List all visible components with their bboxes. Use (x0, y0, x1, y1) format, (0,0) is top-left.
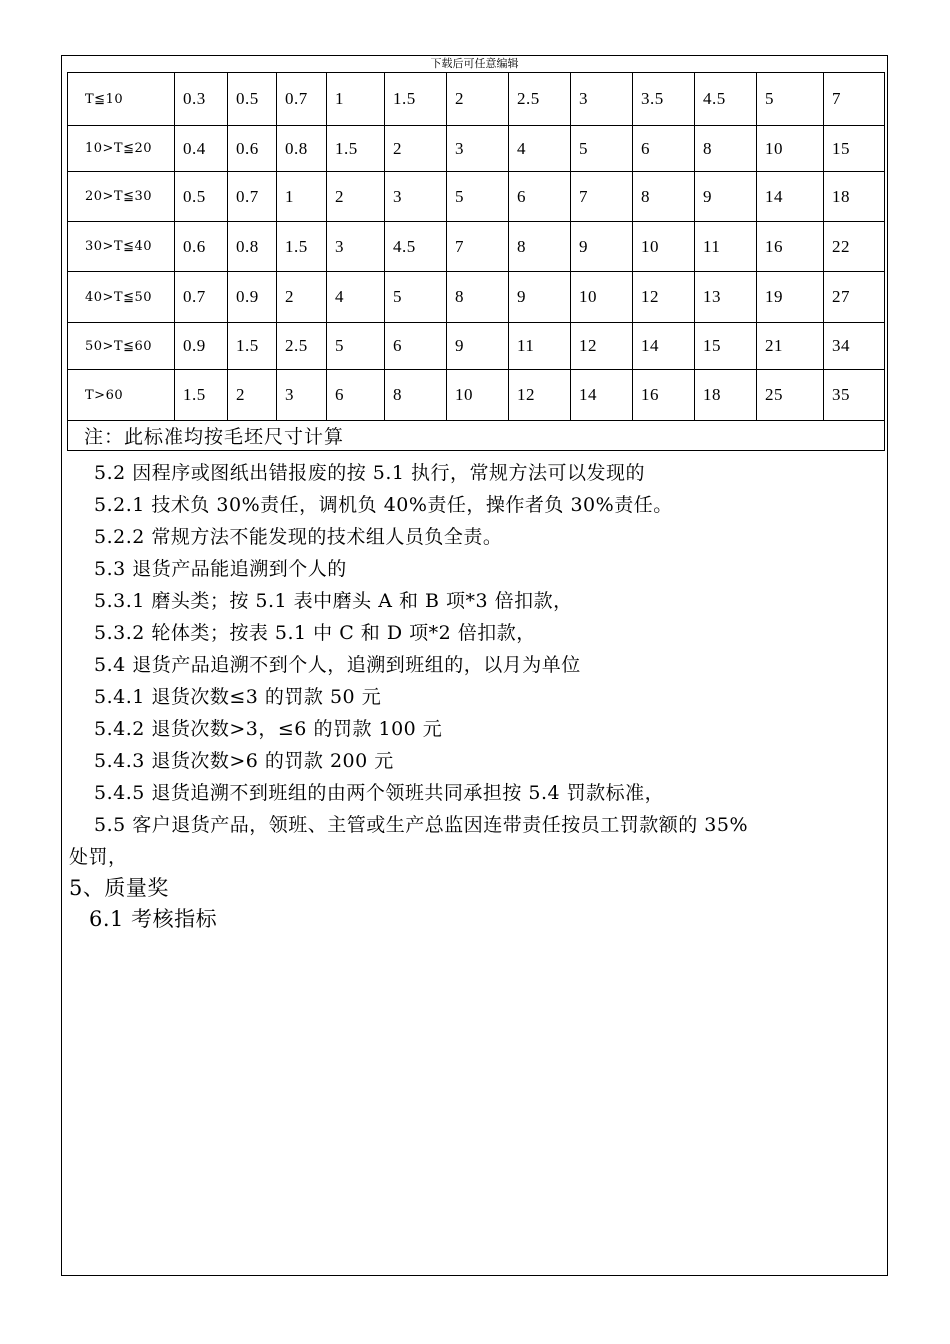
table-cell: 5 (571, 126, 633, 172)
table-cell: 0.5 (175, 172, 228, 222)
row-label: 50>T≦60 (68, 323, 175, 370)
table-cell: 15 (695, 323, 757, 370)
penalty-table (67, 72, 885, 451)
table-cell: 18 (695, 370, 757, 421)
table-row (68, 73, 885, 126)
table-cell: 5 (327, 323, 385, 370)
line-5-5-cont: 处罚， (69, 846, 128, 868)
table-row (68, 272, 885, 323)
table-cell: 0.6 (175, 222, 228, 272)
table-cell: 10 (447, 370, 509, 421)
table-cell: 3 (327, 222, 385, 272)
table-cell: 5 (757, 73, 824, 126)
table-cell: 3 (447, 126, 509, 172)
table-cell: 4 (327, 272, 385, 323)
table-cell: 8 (447, 272, 509, 323)
table-cell: 0.3 (175, 73, 228, 126)
table-cell: 1 (277, 172, 327, 222)
table-cell: 15 (824, 126, 885, 172)
table-row (68, 172, 885, 222)
table-cell: 11 (509, 323, 571, 370)
table-cell: 1.5 (277, 222, 327, 272)
table-cell: 0.7 (277, 73, 327, 126)
watermark-header: 下载后可任意编辑 (430, 57, 519, 70)
line-5-3: 5.3 退货产品能追溯到个人的 (94, 558, 347, 580)
table-cell: 2.5 (277, 323, 327, 370)
table-cell: 0.8 (228, 222, 277, 272)
table-cell: 16 (757, 222, 824, 272)
table-cell: 2 (447, 73, 509, 126)
table-cell: 10 (757, 126, 824, 172)
table-cell: 0.8 (277, 126, 327, 172)
table-cell: 9 (447, 323, 509, 370)
table-cell: 14 (633, 323, 695, 370)
table-cell: 2 (228, 370, 277, 421)
table-cell: 5 (385, 272, 447, 323)
table-cell: 0.7 (228, 172, 277, 222)
table-cell: 3.5 (633, 73, 695, 126)
line-5-4-3: 5.4.3 退货次数>6 的罚款 200 元 (94, 750, 394, 772)
row-label: 20>T≦30 (68, 172, 175, 222)
table-cell: 3 (571, 73, 633, 126)
row-label: 40>T≦50 (68, 272, 175, 323)
table-cell: 34 (824, 323, 885, 370)
table-cell: 1.5 (175, 370, 228, 421)
table-cell: 35 (824, 370, 885, 421)
table-cell: 10 (633, 222, 695, 272)
table-cell: 18 (824, 172, 885, 222)
table-cell: 0.6 (228, 126, 277, 172)
line-5-4: 5.4 退货产品追溯不到个人，追溯到班组的，以月为单位 (94, 654, 581, 676)
table-cell: 11 (695, 222, 757, 272)
table-cell: 9 (571, 222, 633, 272)
subsection-heading: 6.1 考核指标 (89, 907, 218, 931)
table-cell: 4 (509, 126, 571, 172)
line-5-3-1: 5.3.1 磨头类；按 5.1 表中磨头 A 和 B 项*3 倍扣款， (94, 590, 573, 612)
table-row (68, 421, 885, 451)
table-cell: 4.5 (695, 73, 757, 126)
table-cell: 12 (509, 370, 571, 421)
table-cell: 8 (385, 370, 447, 421)
line-5-4-2: 5.4.2 退货次数>3，≤6 的罚款 100 元 (94, 718, 443, 740)
table-cell: 1.5 (327, 126, 385, 172)
table-cell: 8 (633, 172, 695, 222)
line-5-5: 5.5 客户退货产品，领班、主管或生产总监因连带责任按员工罚款额的 35% (94, 814, 749, 836)
line-5-4-5: 5.4.5 退货追溯不到班组的由两个领班共同承担按 5.4 罚款标准， (94, 782, 665, 804)
row-label: T>60 (68, 370, 175, 421)
table-row (68, 126, 885, 172)
table-cell: 10 (571, 272, 633, 323)
table-cell: 22 (824, 222, 885, 272)
table-cell: 14 (757, 172, 824, 222)
table-cell: 8 (509, 222, 571, 272)
table-cell: 2 (385, 126, 447, 172)
line-5-4-1: 5.4.1 退货次数≤3 的罚款 50 元 (94, 686, 382, 708)
table-cell: 0.7 (175, 272, 228, 323)
section-heading: 5、质量奖 (69, 876, 169, 900)
table-cell: 12 (633, 272, 695, 323)
row-label: 30>T≦40 (68, 222, 175, 272)
table-cell: 3 (277, 370, 327, 421)
table-row (68, 370, 885, 421)
table-cell: 27 (824, 272, 885, 323)
line-5-3-2: 5.3.2 轮体类；按表 5.1 中 C 和 D 项*2 倍扣款， (94, 622, 536, 644)
table-cell: 2 (327, 172, 385, 222)
table-cell: 2.5 (509, 73, 571, 126)
table-cell: 16 (633, 370, 695, 421)
table-cell: 12 (571, 323, 633, 370)
table-cell: 0.9 (228, 272, 277, 323)
line-5-2-1: 5.2.1 技术负 30%责任，调机负 40%责任，操作者负 30%责任。 (94, 494, 673, 516)
table-cell: 0.4 (175, 126, 228, 172)
table-cell: 6 (385, 323, 447, 370)
table-cell: 6 (509, 172, 571, 222)
table-cell: 21 (757, 323, 824, 370)
table-cell: 4.5 (385, 222, 447, 272)
row-label: 10>T≦20 (68, 126, 175, 172)
table-cell: 8 (695, 126, 757, 172)
line-5-2-2: 5.2.2 常规方法不能发现的技术组人员负全责。 (94, 526, 503, 548)
table-cell: 3 (385, 172, 447, 222)
table-cell: 1.5 (385, 73, 447, 126)
table-cell: 13 (695, 272, 757, 323)
table-cell: 6 (633, 126, 695, 172)
table-cell: 1.5 (228, 323, 277, 370)
table-cell: 7 (571, 172, 633, 222)
table-cell: 9 (509, 272, 571, 323)
table-cell: 0.5 (228, 73, 277, 126)
table-cell: 9 (695, 172, 757, 222)
table-note: 注：此标准均按毛坯尺寸计算 (68, 421, 885, 451)
table-cell: 2 (277, 272, 327, 323)
row-label: T≦10 (68, 73, 175, 126)
table-cell: 7 (447, 222, 509, 272)
table-cell: 25 (757, 370, 824, 421)
table-cell: 14 (571, 370, 633, 421)
table-cell: 19 (757, 272, 824, 323)
table-cell: 5 (447, 172, 509, 222)
table-row (68, 323, 885, 370)
table-cell: 6 (327, 370, 385, 421)
table-cell: 7 (824, 73, 885, 126)
table-cell: 1 (327, 73, 385, 126)
body-text (69, 457, 884, 935)
table-cell: 0.9 (175, 323, 228, 370)
table-row (68, 222, 885, 272)
line-5-2: 5.2 因程序或图纸出错报废的按 5.1 执行，常规方法可以发现的 (94, 462, 646, 484)
page-frame (61, 55, 888, 1276)
